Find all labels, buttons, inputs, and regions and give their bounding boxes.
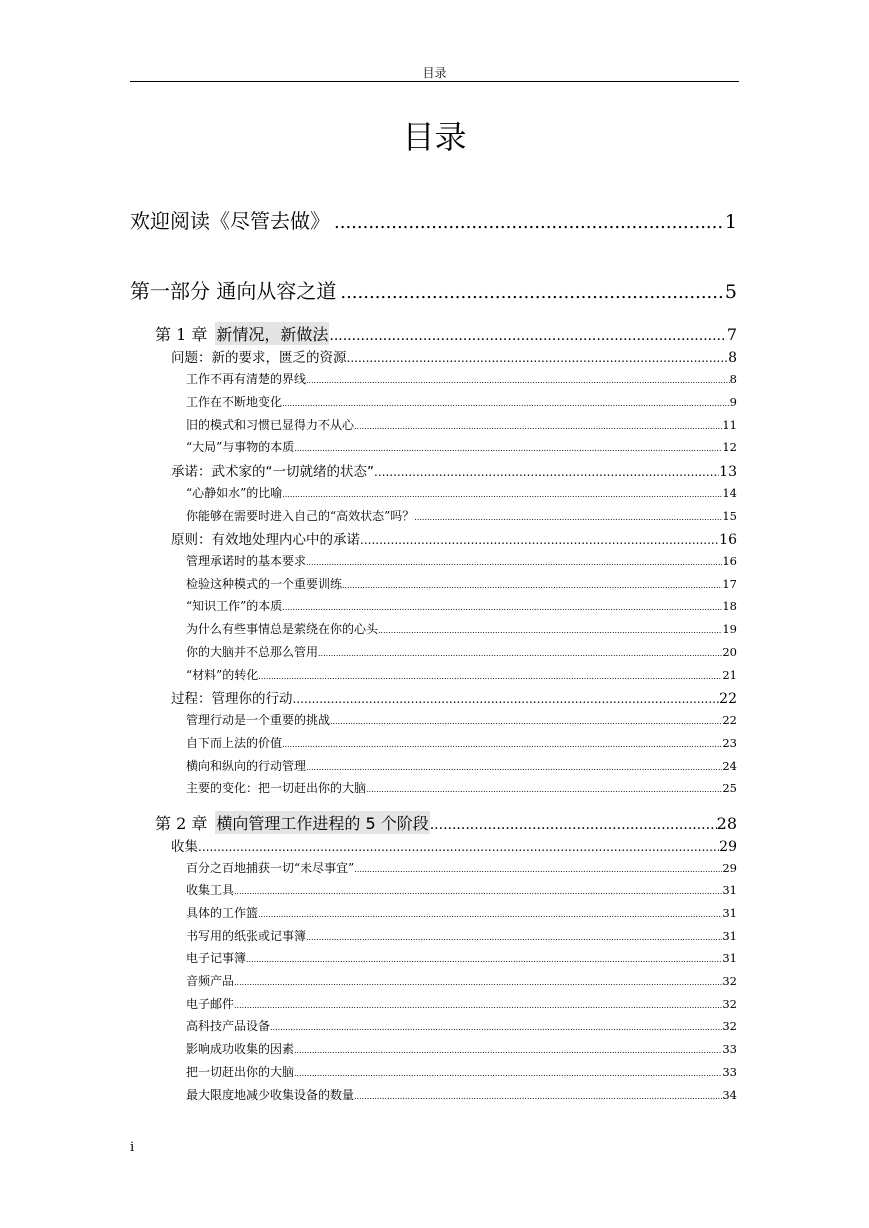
toc-entry-title: 具体的工作篮 xyxy=(186,906,259,920)
toc-entry-subsection[interactable] xyxy=(186,734,737,751)
dot-leader xyxy=(258,672,722,681)
toc-entry-title: 工作不再有清楚的界线 xyxy=(186,372,307,386)
dot-leader xyxy=(293,692,720,706)
dot-leader xyxy=(306,763,722,772)
toc-entry-page: 7 xyxy=(726,325,737,344)
toc-entry-title: “大局”与事物的本质 xyxy=(186,440,295,454)
dot-leader xyxy=(354,422,722,431)
dot-leader xyxy=(340,282,725,303)
dot-leader xyxy=(360,533,719,547)
toc-entry-page: 32 xyxy=(722,997,737,1011)
toc-entry-page: 31 xyxy=(722,906,737,920)
toc-entry-title: 收集工具 xyxy=(186,883,235,897)
toc-entry-page: 23 xyxy=(722,736,737,750)
toc-entry-page: 34 xyxy=(722,1088,737,1102)
toc-entry-page: 22 xyxy=(722,713,737,727)
toc-entry-page: 29 xyxy=(719,839,737,855)
toc-entry-page: 19 xyxy=(722,622,737,636)
toc-entry-section[interactable] xyxy=(171,528,737,548)
dot-leader xyxy=(270,1023,722,1032)
dot-leader xyxy=(246,955,722,964)
toc-entry-subsection[interactable] xyxy=(186,484,737,501)
toc-entry-page: 32 xyxy=(722,1019,737,1033)
running-header: 目录 xyxy=(422,66,447,80)
toc-entry-subsection[interactable] xyxy=(186,1017,737,1034)
toc-entry-page: 16 xyxy=(719,532,737,548)
toc-entry-page: 33 xyxy=(722,1042,737,1056)
toc-entry-page: 17 xyxy=(722,577,737,591)
dot-leader xyxy=(342,581,722,590)
dot-leader xyxy=(294,1069,722,1078)
toc-entry-subsection[interactable] xyxy=(186,370,737,387)
toc-entry-section[interactable] xyxy=(171,835,737,855)
toc-entry-page: 29 xyxy=(722,861,737,875)
dot-leader xyxy=(378,626,722,635)
toc-entry-page: 22 xyxy=(719,691,737,707)
toc-entry-page: 32 xyxy=(722,974,737,988)
toc-entry-title: 原则：有效地处理内心中的承诺 xyxy=(171,532,360,548)
toc-entry-subsection[interactable] xyxy=(186,438,737,455)
toc-entry-page: 9 xyxy=(729,395,737,409)
toc-entry-title: 新情况，新做法 xyxy=(215,322,329,345)
toc-entry-subsection[interactable] xyxy=(186,995,737,1012)
toc-entry-title: 你能够在需要时进入自己的“高效状态”吗？ xyxy=(186,509,415,523)
dot-leader xyxy=(306,376,730,385)
toc-entry-title: 横向管理工作进程的 5 个阶段 xyxy=(215,811,429,834)
toc-entry-subsection[interactable] xyxy=(186,949,737,966)
dot-leader xyxy=(366,785,722,794)
toc-entry-title: 百分之百地捕获一切“未尽事宜” xyxy=(186,861,355,875)
dot-leader xyxy=(234,1001,722,1010)
toc-entry-page: 8 xyxy=(728,350,737,366)
toc-entry-page: 33 xyxy=(722,1065,737,1079)
toc-entry-title: 管理承诺时的基本要求 xyxy=(186,554,307,568)
toc-entry-page: 24 xyxy=(722,759,737,773)
dot-leader xyxy=(282,490,722,499)
toc-entry-page: 28 xyxy=(716,814,737,833)
toc-entry-subsection[interactable] xyxy=(186,757,737,774)
dot-leader xyxy=(318,649,722,658)
toc-entry-subsection[interactable] xyxy=(186,552,737,569)
dot-leader xyxy=(258,910,722,919)
toc-entry-page: 25 xyxy=(722,781,737,795)
dot-leader xyxy=(234,978,722,987)
toc-entry-title: 横向和纵向的行动管理 xyxy=(186,759,307,773)
toc-entry-title: 问题：新的要求，匮乏的资源 xyxy=(171,350,347,366)
dot-leader xyxy=(306,558,722,567)
toc-entry-subsection[interactable] xyxy=(186,666,737,683)
toc-entry-subsection[interactable] xyxy=(186,927,737,944)
page-number: i xyxy=(130,1140,135,1155)
toc-entry-subsection[interactable] xyxy=(186,416,737,433)
toc-entry-subsection[interactable] xyxy=(186,643,737,660)
toc-entry-title: 为什么有些事情总是萦绕在你的心头 xyxy=(186,622,379,636)
toc-entry-title: 欢迎阅读《尽管去做》 xyxy=(130,209,330,233)
dot-leader xyxy=(374,465,719,479)
chapter-number: 第 2 章 xyxy=(155,814,208,833)
dot-leader xyxy=(414,513,722,522)
toc-entry-title: 书写用的纸张或记事簿 xyxy=(186,929,307,943)
toc-entry-title: 承诺：武术家的“一切就绪的状态” xyxy=(171,464,374,480)
toc-entry-title: 最大限度地减少收集设备的数量 xyxy=(186,1088,355,1102)
dot-leader xyxy=(282,740,722,749)
toc-entry-page: 18 xyxy=(722,599,737,613)
dot-leader xyxy=(330,717,722,726)
toc-entry-subsection[interactable] xyxy=(186,972,737,989)
toc-entry-subsection[interactable] xyxy=(186,575,737,592)
dot-leader xyxy=(282,399,730,408)
dot-leader xyxy=(282,603,722,612)
toc-entry-welcome[interactable] xyxy=(130,205,737,234)
toc-entry-title: 音频产品 xyxy=(186,974,235,988)
toc-entry-page: 20 xyxy=(722,645,737,659)
toc-entry-page: 31 xyxy=(722,929,737,943)
toc-entry-subsection[interactable] xyxy=(186,881,737,898)
toc-entry-subsection[interactable] xyxy=(186,904,737,921)
toc-entry-title: 影响成功收集的因素 xyxy=(186,1042,295,1056)
toc-entry-subsection[interactable] xyxy=(186,859,737,876)
toc-entry-page: 13 xyxy=(719,464,737,480)
toc-entry-title: 电子记事簿 xyxy=(186,951,247,965)
toc-entry-title: 第一部分 通向从容之道 xyxy=(130,279,337,303)
toc-entry-section[interactable] xyxy=(171,346,737,366)
toc-entry-page: 5 xyxy=(724,281,737,303)
dot-leader xyxy=(294,444,722,453)
toc-entry-title: 工作在不断地变化 xyxy=(186,395,283,409)
dot-leader xyxy=(294,1046,722,1055)
dot-leader xyxy=(234,887,722,896)
header-rule xyxy=(130,81,739,82)
toc-entry-subsection[interactable] xyxy=(186,597,737,614)
toc-entry-subsection[interactable] xyxy=(186,1040,737,1057)
toc-entry-chapter-2[interactable] xyxy=(155,811,737,834)
dot-leader xyxy=(347,351,729,365)
toc-entry-page: 21 xyxy=(722,668,737,682)
toc-entry-section[interactable] xyxy=(171,687,737,707)
toc-entry-subsection[interactable] xyxy=(186,1086,737,1103)
toc-entry-page: 8 xyxy=(729,372,737,386)
toc-entry-page: 16 xyxy=(722,554,737,568)
page-title: 目录 xyxy=(402,118,467,156)
dot-leader xyxy=(306,933,722,942)
dot-leader xyxy=(198,840,719,854)
toc-entry-page: 11 xyxy=(722,418,737,432)
toc-entry-subsection[interactable] xyxy=(186,1063,737,1080)
toc-entry-title: “材料”的转化 xyxy=(186,668,259,682)
toc-entry-page: 31 xyxy=(722,883,737,897)
chapter-number: 第 1 章 xyxy=(155,325,208,344)
toc-entry-page: 1 xyxy=(724,211,737,233)
toc-entry-title: 你的大脑并不总那么管用 xyxy=(186,645,319,659)
toc-entry-title: “知识工作”的本质 xyxy=(186,599,283,613)
toc-entry-part1[interactable] xyxy=(130,275,737,304)
dot-leader xyxy=(430,817,717,833)
toc-entry-chapter-1[interactable] xyxy=(155,322,737,345)
toc-entry-title: 过程：管理你的行动 xyxy=(171,691,293,707)
toc-entry-title: 高科技产品设备 xyxy=(186,1019,271,1033)
toc-entry-title: 检验这种模式的一个重要训练 xyxy=(186,577,343,591)
toc-entry-title: 把一切赶出你的大脑 xyxy=(186,1065,295,1079)
toc-entry-page: 15 xyxy=(722,509,737,523)
toc-entry-title: 自下而上法的价值 xyxy=(186,736,283,750)
toc-entry-subsection[interactable] xyxy=(186,711,737,728)
toc-entry-subsection[interactable] xyxy=(186,620,737,637)
toc-entry-title: 主要的变化：把一切赶出你的大脑 xyxy=(186,781,367,795)
toc-entry-section[interactable] xyxy=(171,460,737,480)
toc-entry-page: 31 xyxy=(722,951,737,965)
toc-entry-title: “心静如水”的比喻 xyxy=(186,486,283,500)
dot-leader xyxy=(329,328,726,344)
dot-leader xyxy=(354,865,722,874)
toc-entry-subsection[interactable] xyxy=(186,507,737,524)
dot-leader xyxy=(354,1092,722,1101)
toc-entry-title: 管理行动是一个重要的挑战 xyxy=(186,713,331,727)
toc-entry-title: 电子邮件 xyxy=(186,997,235,1011)
dot-leader xyxy=(334,212,725,233)
toc-entry-subsection[interactable] xyxy=(186,393,737,410)
toc-entry-page: 14 xyxy=(722,486,737,500)
toc-entry-page: 12 xyxy=(722,440,737,454)
toc-entry-subsection[interactable] xyxy=(186,779,737,796)
toc-entry-title: 旧的模式和习惯已显得力不从心 xyxy=(186,418,355,432)
toc-entry-title: 收集 xyxy=(171,839,198,855)
